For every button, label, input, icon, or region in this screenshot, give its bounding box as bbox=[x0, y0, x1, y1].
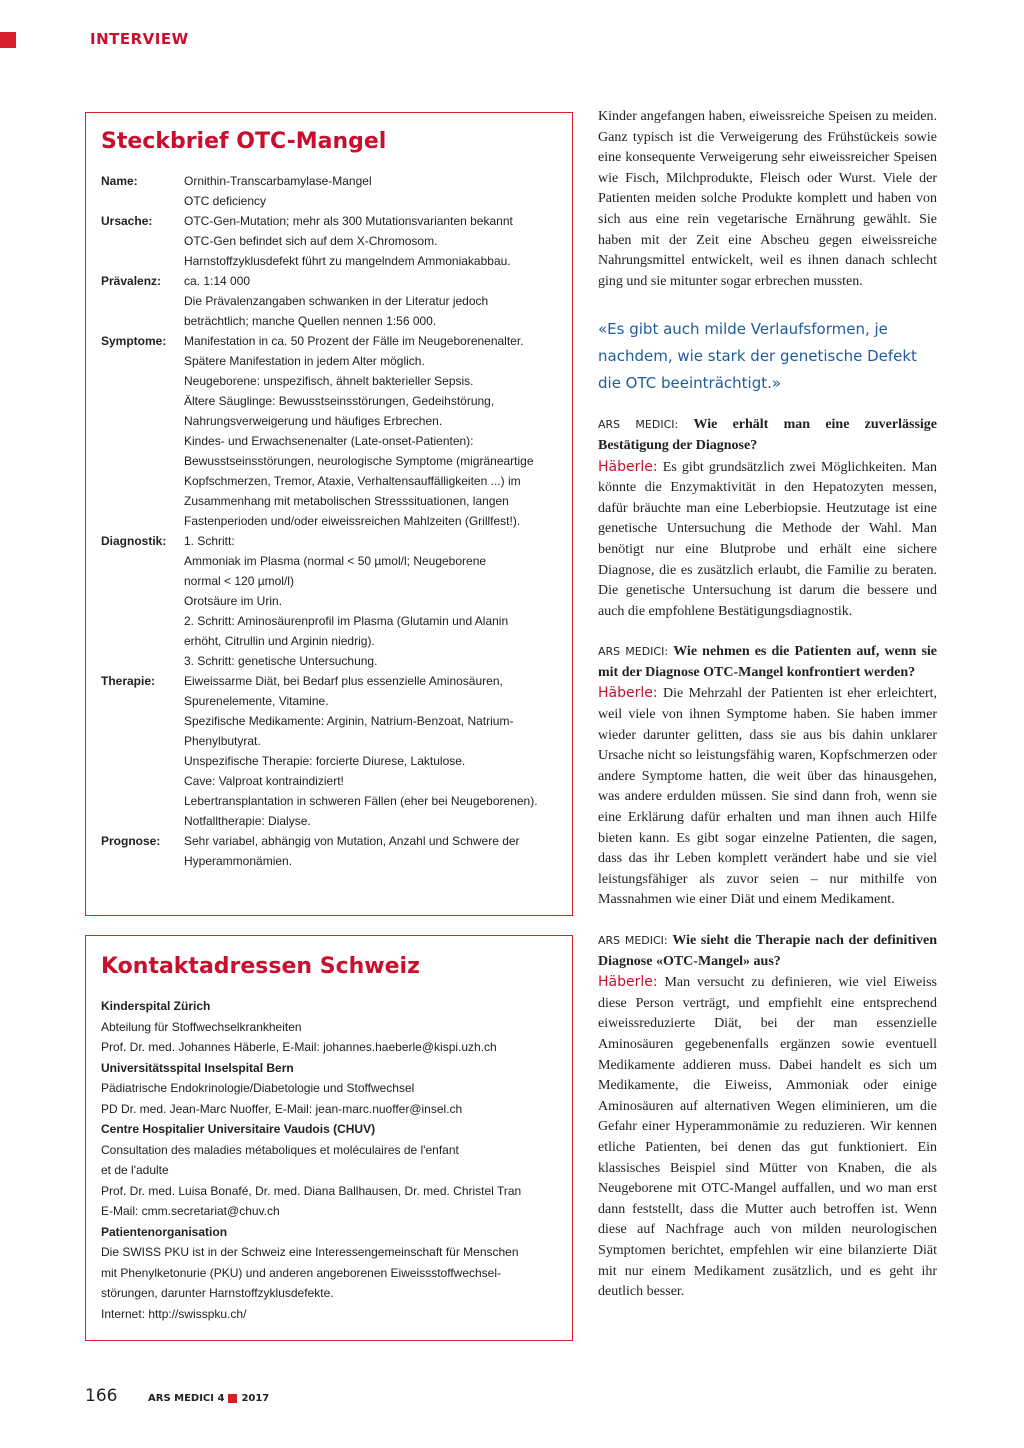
interviewer-label: ARS MEDICI: bbox=[598, 934, 668, 947]
kontakt-line: Internet: http://swisspku.ch/ bbox=[101, 1306, 247, 1321]
interview-question bbox=[598, 642, 937, 683]
kontakt-box bbox=[85, 935, 573, 1341]
steckbrief-line: erhöht, Citrullin und Arginin niedrig). bbox=[184, 634, 375, 648]
steckbrief-row bbox=[101, 211, 563, 271]
kontakt-line: Die SWISS PKU ist in der Schweiz eine Interessengemeinschaft für Menschen bbox=[101, 1245, 519, 1259]
steckbrief-line: Ornithin-Transcarbamylase-Mangel bbox=[184, 174, 372, 188]
steckbrief-line: Sehr variabel, abhängig von Mutation, Anzahl und Schwere der bbox=[184, 834, 520, 848]
steckbrief-value bbox=[184, 171, 563, 211]
steckbrief-label: Symptome: bbox=[101, 334, 167, 348]
steckbrief-line: Unspezifische Therapie: forcierte Diurese, Laktulose. bbox=[184, 754, 466, 768]
steckbrief-title: Steckbrief OTC-Mangel bbox=[101, 129, 387, 154]
steckbrief-line: 3. Schritt: genetische Untersuchung. bbox=[184, 654, 378, 668]
steckbrief-line: Fastenperioden und/oder eiweissreichen Mahlzeiten (Grillfest!). bbox=[184, 514, 521, 528]
steckbrief-line: Cave: Valproat kontraindiziert! bbox=[184, 774, 344, 788]
steckbrief-line: Die Prävalenzangaben schwanken in der Literatur jedoch bbox=[184, 294, 489, 308]
kontakt-line: E-Mail: cmm.secretariat@chuv.ch bbox=[101, 1204, 280, 1218]
steckbrief-line: 1. Schritt: bbox=[184, 534, 235, 548]
steckbrief-line: Nahrungsverweigerung und häufiges Erbrechen. bbox=[184, 414, 443, 428]
kontakt-line: störungen, darunter Harnstoffzyklusdefekte. bbox=[101, 1286, 334, 1300]
kontakt-line: Abteilung für Stoffwechselkrankheiten bbox=[101, 1019, 302, 1034]
interviewer-label: ARS MEDICI: bbox=[598, 645, 669, 659]
steckbrief-line: OTC-Gen befindet sich auf dem X-Chromosom. bbox=[184, 234, 438, 248]
section-label: INTERVIEW bbox=[90, 30, 189, 48]
steckbrief-line: Spätere Manifestation in jedem Alter möglich. bbox=[184, 354, 425, 368]
steckbrief-line: Manifestation in ca. 50 Prozent der Fälle im Neugeborenenalter. bbox=[184, 334, 524, 348]
steckbrief-row bbox=[101, 831, 563, 871]
kontakt-heading: Universitätsspital Inselspital Bern bbox=[101, 1060, 294, 1075]
answer-text: Es gibt grundsätzlich zwei Möglichkeiten. Man könnte die Enzymaktivität in den Hepatozyten messen, dafür bräuchte man eine Leberbiopsie. Heutzutage ist eine genetische Untersuchung die Methode der Wahl. Man benötigt nur eine Blutprobe und erhält eine sichere Diagnose, die es zusätzlich erlaubt, die Familie zu beraten. Die genetische Untersuchung ist darum die bessere und auch die empfohlene Bestätigungsdiagnostik. bbox=[598, 459, 937, 619]
steckbrief-value bbox=[184, 531, 563, 671]
steckbrief-row bbox=[101, 271, 563, 331]
kontakt-line: mit Phenylketonurie (PKU) und anderen angeborenen Eiweissstoffwechsel- bbox=[101, 1265, 502, 1280]
steckbrief-line: Phenylbutyrat. bbox=[184, 734, 261, 748]
kontakt-line: Consultation des maladies métaboliques et moléculaires de l'enfant bbox=[101, 1142, 459, 1157]
steckbrief-row bbox=[101, 171, 563, 211]
steckbrief-line: Eiweissarme Diät, bei Bedarf plus essenzielle Aminosäuren, bbox=[184, 674, 503, 688]
steckbrief-value bbox=[184, 331, 563, 531]
steckbrief-table bbox=[101, 171, 563, 871]
steckbrief-line: Kindes- und Erwachsenenalter (Late-onset-Patienten): bbox=[184, 434, 474, 448]
steckbrief-value bbox=[184, 211, 563, 271]
steckbrief-label: Prognose: bbox=[101, 834, 161, 848]
interviewer-label: ARS MEDICI: bbox=[598, 418, 679, 432]
steckbrief-value bbox=[184, 671, 563, 831]
steckbrief-label: Diagnostik: bbox=[101, 534, 167, 548]
kontakt-heading: Centre Hospitalier Universitaire Vaudois (CHUV) bbox=[101, 1122, 376, 1136]
interview-answer bbox=[598, 457, 937, 623]
article-intro: Kinder angefangen haben, eiweissreiche Speisen zu meiden. Ganz typisch ist die Verweigerung des Frühstückeis sowie eine konsequente Verweigerung sehr eiweissreicher Speisen wie Fisch, Milchprodukte, Fleisch oder Wurst. Viele der Patienten meiden solche Produkte komplett und haben von sich aus eine rein vegetarische Ernährung gewählt. Sie haben mit der Zeit eine Abscheu gegen eiweissreiche Nahrungsmittel entwickelt, weil es ihnen danach schlecht ging und sie mitunter sogar erbrechen mussten. bbox=[598, 109, 937, 289]
steckbrief-line: Notfalltherapie: Dialyse. bbox=[184, 814, 311, 828]
steckbrief-line: Hyperammonämien. bbox=[184, 854, 293, 868]
steckbrief-row bbox=[101, 671, 563, 831]
kontakt-line: PD Dr. med. Jean-Marc Nuoffer, E-Mail: jean-marc.nuoffer@insel.ch bbox=[101, 1101, 463, 1116]
interview-answer bbox=[598, 683, 937, 911]
interview-qa bbox=[598, 415, 937, 1302]
answer-text: Man versucht zu definieren, wie viel Eiweiss diese Person verträgt, und empfiehlt eine entsprechend eiweissreduzierte Diät, bei der man essenzielle Aminosäuren gegebenenfalls ergänzen sowie eventuell Medikamente addieren muss. Dabei handelt es sich um Medikamente, die Eiweiss, Ammoniak oder einige Aminosäuren auf alternativen Wegen eliminieren, um die Gefahr einer Hyperammonämie zu reduzieren. Wir kennen etliche Patienten, bei denen das gut funktioniert. Ein klassisches Beispiel sind Mütter von Knaben, die als Neugeborene mit OTC-Mangel auffallen, und wo man erst dann feststellt, dass die Mutter auch betroffen ist. Wenn diese auf Nachfrage auch von milden neurologischen Symptomen berichtet, empfehlen wir eine bilanzierte Diät mit nur einem Medikament zusätzlich, und es geht ihr deutlich besser. bbox=[598, 975, 937, 1300]
kontakt-heading: Patientenorganisation bbox=[101, 1224, 228, 1239]
steckbrief-row bbox=[101, 531, 563, 671]
journal-year: 2017 bbox=[241, 1393, 270, 1404]
steckbrief-label: Therapie: bbox=[101, 674, 156, 688]
page-number: 166 bbox=[85, 1386, 118, 1406]
steckbrief-box bbox=[85, 112, 573, 916]
kontakt-list bbox=[101, 996, 563, 1324]
steckbrief-line: Orotsäure im Urin. bbox=[184, 594, 283, 608]
question-text: Wie erhält man eine zuverlässige Bestätigung der Diagnose? bbox=[598, 417, 937, 453]
footer-square bbox=[228, 1394, 237, 1403]
interview-question bbox=[598, 415, 937, 456]
steckbrief-line: normal < 120 µmol/l) bbox=[184, 574, 294, 588]
interview-answer bbox=[598, 972, 937, 1303]
interviewee-label: Häberle: bbox=[598, 685, 658, 702]
steckbrief-line: Ammoniak im Plasma (normal < 50 µmol/l; Neugeborene bbox=[184, 554, 487, 568]
interviewee-label: Häberle: bbox=[598, 974, 658, 991]
steckbrief-line: Harnstoffzyklusdefekt führt zu mangelndem Ammoniakabbau. bbox=[184, 254, 511, 268]
steckbrief-line: Lebertransplantation in schweren Fällen (eher bei Neugeborenen). bbox=[184, 794, 538, 808]
kontakt-line: Pädiatrische Endokrinologie/Diabetologie und Stoffwechsel bbox=[101, 1081, 415, 1095]
steckbrief-label: Ursache: bbox=[101, 214, 153, 228]
pull-quote: «Es gibt auch milde Verlaufsformen, je nachdem, wie stark der genetische Defekt die OTC beeinträchtigt.» bbox=[598, 320, 917, 393]
kontakt-line: Prof. Dr. med. Johannes Häberle, E-Mail: johannes.haeberle@kispi.uzh.ch bbox=[101, 1040, 497, 1054]
steckbrief-line: 2. Schritt: Aminosäurenprofil im Plasma (Glutamin und Alanin bbox=[184, 614, 509, 628]
steckbrief-line: Bewusstseinsstörungen, neurologische Symptome (migräneartige bbox=[184, 454, 534, 468]
steckbrief-line: Neugeborene: unspezifisch, ähnelt bakterieller Sepsis. bbox=[184, 374, 474, 388]
steckbrief-label: Name: bbox=[101, 174, 138, 188]
steckbrief-line: beträchtlich; manche Quellen nennen 1:56 000. bbox=[184, 314, 437, 328]
kontakt-line: et de l'adulte bbox=[101, 1163, 169, 1177]
steckbrief-value bbox=[184, 831, 563, 871]
journal-name: ARS MEDICI 4 bbox=[148, 1393, 225, 1404]
question-text: Wie sieht die Therapie nach der definitiven Diagnose «OTC-Mangel» aus? bbox=[598, 933, 937, 969]
steckbrief-line: Kopfschmerzen, Tremor, Ataxie, Verhaltensauffälligkeiten ...) im bbox=[184, 474, 521, 488]
question-text: Wie nehmen es die Patienten auf, wenn sie mit der Diagnose OTC-Mangel konfrontiert werden? bbox=[598, 644, 938, 680]
steckbrief-line: OTC-Gen-Mutation; mehr als 300 Mutationsvarianten bekannt bbox=[184, 214, 513, 228]
steckbrief-line: OTC deficiency bbox=[184, 194, 267, 208]
kontakt-heading: Kinderspital Zürich bbox=[101, 999, 211, 1013]
footer-journal bbox=[148, 1393, 269, 1404]
kontakt-title: Kontaktadressen Schweiz bbox=[101, 954, 420, 979]
steckbrief-row bbox=[101, 331, 563, 531]
article-column bbox=[598, 107, 937, 1303]
steckbrief-line: Spurenelemente, Vitamine. bbox=[184, 694, 329, 708]
interviewee-label: Häberle: bbox=[598, 458, 658, 475]
steckbrief-value bbox=[184, 271, 563, 331]
steckbrief-line: ca. 1:14 000 bbox=[184, 274, 251, 288]
steckbrief-label: Prävalenz: bbox=[101, 274, 162, 288]
steckbrief-line: Zusammenhang mit metabolischen Stresssituationen, langen bbox=[184, 494, 509, 508]
steckbrief-line: Spezifische Medikamente: Arginin, Natrium-Benzoat, Natrium- bbox=[184, 714, 514, 728]
answer-text: Die Mehrzahl der Patienten ist eher erleichtert, weil viele von ihnen Symptome haben. Sie haben immer wieder darunter gelitten, dass sie aus bis dahin unklarer Ursache nicht so leistungsfähig waren, Kopfschmerzen oder andere Symptome hatten, die weit über das hinausgehen, was andere erdulden müssen. Sie sind dann froh, wenn sie eine Erklärung dafür erhalten und man ihnen auch Hilfe bieten kann. Es gibt sogar einzelne Patienten, die sagen, dass das ihr Leben komplett verändert habe und sie viel leistungsfähiger als zuvor seien – nur mithilfe von Massnahmen wie einer Diät und einem Medikament. bbox=[598, 686, 937, 908]
kontakt-line: Prof. Dr. med. Luisa Bonafé, Dr. med. Diana Ballhausen, Dr. med. Christel Tran bbox=[101, 1183, 522, 1198]
interview-question bbox=[598, 931, 937, 972]
steckbrief-line: Ältere Säuglinge: Bewusstseinsstörungen, Gedeihstörung, bbox=[184, 394, 495, 408]
section-marker bbox=[0, 32, 16, 48]
